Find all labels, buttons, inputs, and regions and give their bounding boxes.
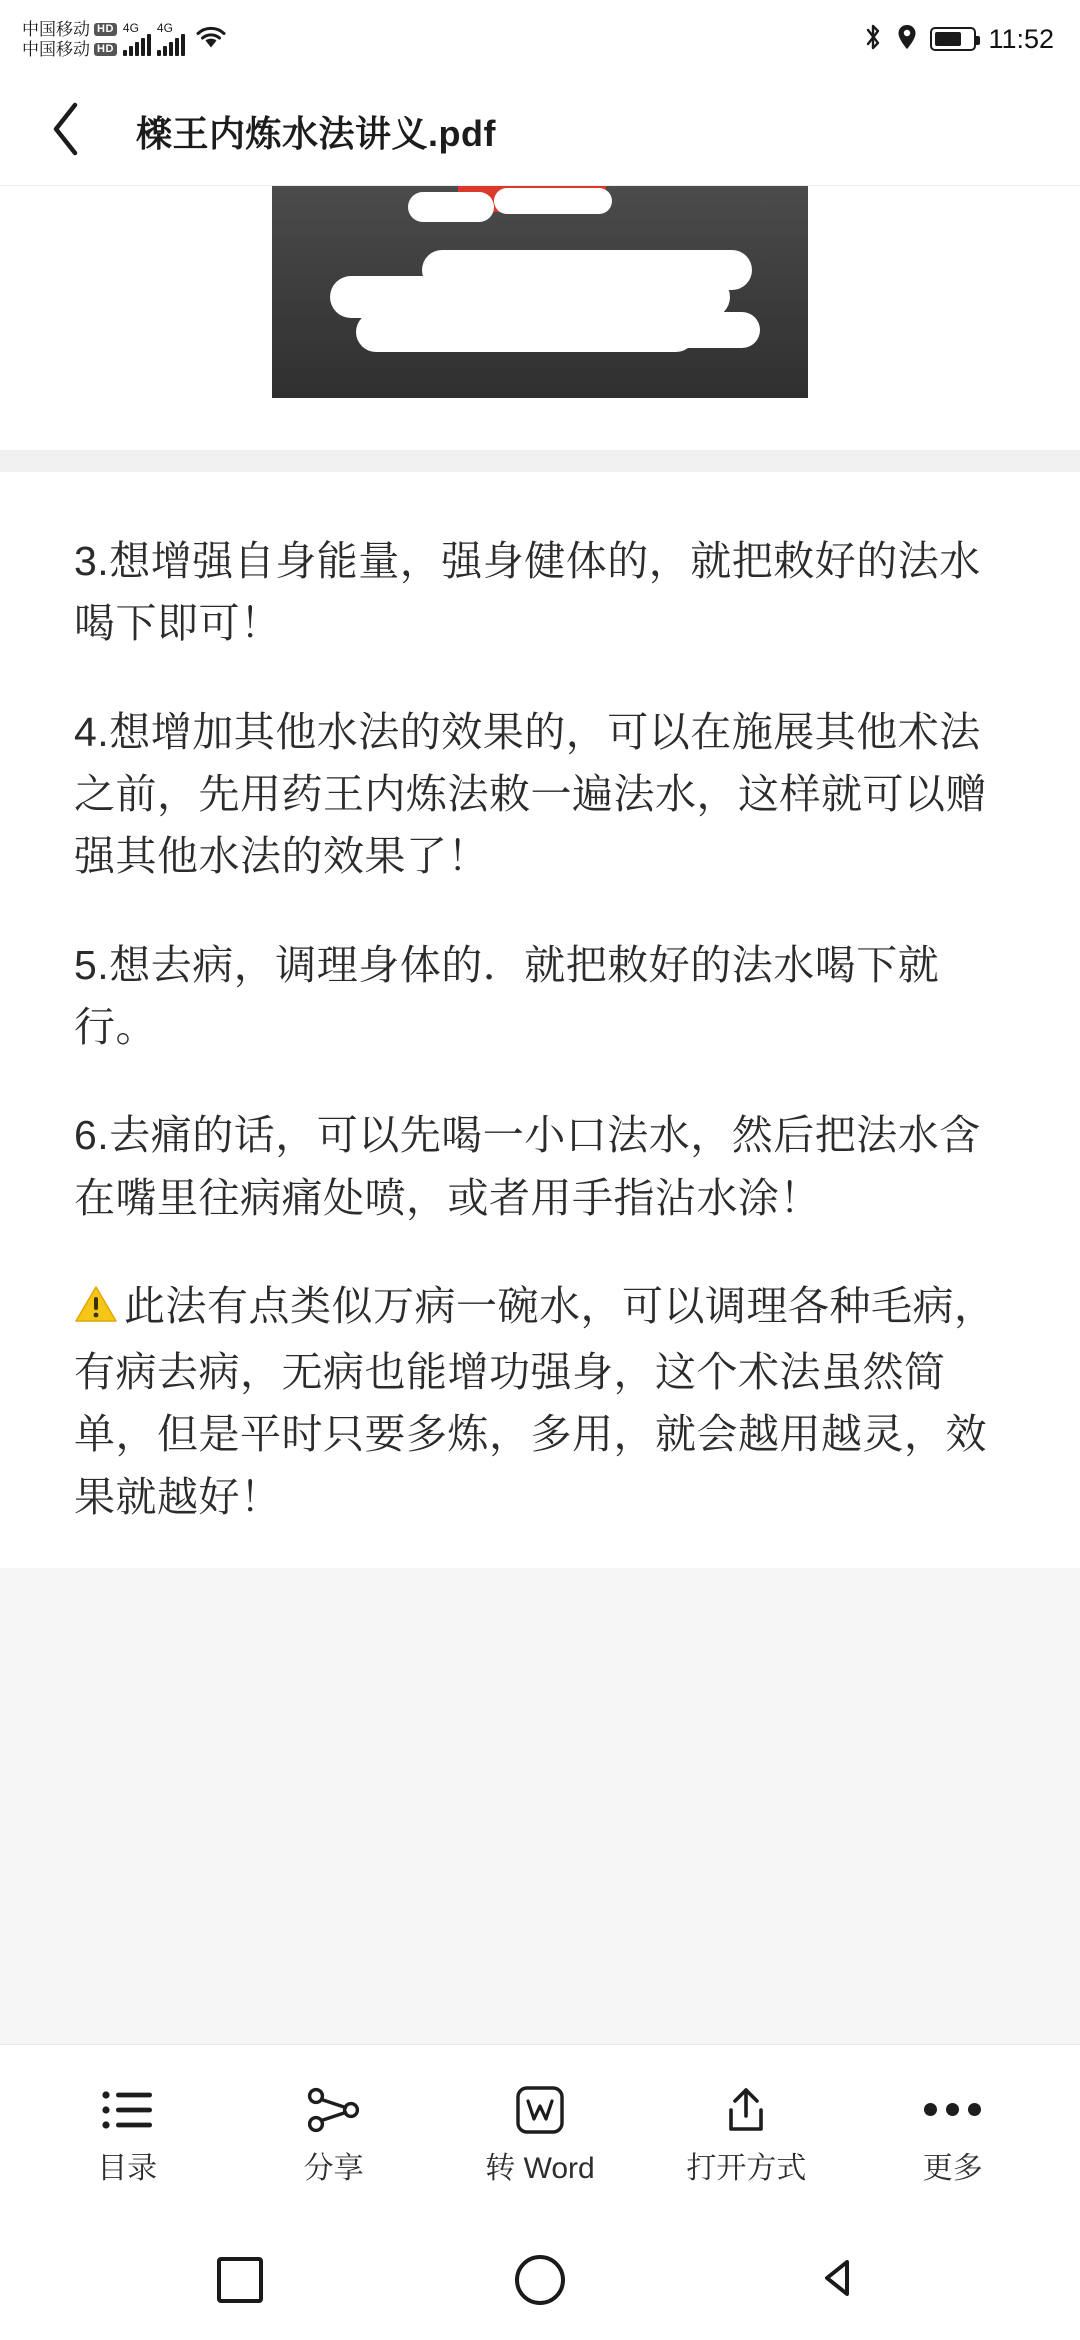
carrier-info — [22, 21, 117, 58]
signal-group-2 — [157, 22, 185, 56]
page-separator — [0, 450, 1080, 472]
system-navigation-bar — [0, 2220, 1080, 2340]
document-page-top — [0, 186, 1080, 450]
signal-bars-icon-2 — [157, 34, 185, 56]
image-redaction-mark — [494, 188, 612, 214]
hd-badge-1: HD — [94, 23, 117, 36]
image-redaction-mark — [640, 312, 760, 348]
toolbar-item-open-with[interactable] — [662, 2082, 830, 2184]
toolbar-item-contents[interactable] — [43, 2082, 211, 2184]
open-with-upload-icon — [721, 2082, 771, 2138]
document-image — [272, 186, 808, 398]
document-warning-paragraph — [74, 1275, 1006, 1528]
image-redaction-mark — [408, 192, 494, 222]
carrier-row-1 — [22, 21, 117, 38]
warning-triangle-icon — [74, 1279, 118, 1341]
document-warning-text: 此法有点类似万病一碗水，可以调理各种毛病，有病去病，无病也能增功强身，这个术法虽然简单，但是平时只要多炼，多用，就会越用越灵，效果就越好！ — [74, 1282, 996, 1520]
battery-icon — [930, 27, 976, 51]
triangle-back-icon — [818, 2256, 862, 2305]
carrier-row-2 — [22, 41, 117, 58]
status-bar-clock: 11:52 — [988, 23, 1054, 54]
toolbar-item-to-word[interactable] — [456, 2082, 624, 2184]
page-title: 檪王内炼水法讲义.pdf — [136, 113, 496, 154]
back-button[interactable] — [30, 96, 102, 168]
document-page-body — [0, 472, 1080, 1568]
nav-back-button[interactable] — [795, 2235, 885, 2325]
document-paragraph: 4.想增加其他水法的效果的，可以在施展其他术法之前，先用药王内炼法敕一遍法水，这样就可以赠强其他水法的效果了！ — [74, 708, 987, 880]
document-paragraph: 6.去痛的话，可以先喝一小口法水，然后把法水含在嘴里往病痛处喷，或者用手指沾水涂！ — [74, 1112, 981, 1221]
document-scroll-area[interactable] — [0, 186, 1080, 2044]
toolbar-label: 目录 — [97, 2151, 158, 2185]
carrier-label-1: 中国移动 — [22, 19, 90, 39]
status-bar-left — [22, 21, 227, 58]
chevron-left-icon — [49, 101, 83, 162]
list-icon — [101, 2082, 153, 2138]
signal-bars-icon — [123, 34, 151, 56]
share-icon — [306, 2082, 362, 2138]
network-type-2: 4G — [156, 21, 173, 35]
signal-group-1 — [123, 22, 151, 56]
bluetooth-icon — [862, 22, 884, 57]
toolbar-item-more[interactable] — [869, 2082, 1037, 2184]
toolbar-label: 更多 — [922, 2151, 983, 2185]
toolbar-item-share[interactable] — [250, 2082, 418, 2184]
square-icon — [217, 2257, 263, 2303]
document-paragraph: 3.想增强自身能量，强身健体的，就把敕好的法水喝下即可！ — [74, 538, 981, 647]
status-bar — [0, 0, 1080, 78]
location-icon — [896, 23, 918, 56]
circle-icon — [515, 2255, 565, 2305]
carrier-label-2: 中国移动 — [22, 39, 90, 59]
word-icon — [514, 2082, 566, 2138]
status-bar-right — [862, 22, 1054, 57]
app-bar — [0, 78, 1080, 186]
nav-recents-button[interactable] — [195, 2235, 285, 2325]
hd-badge-2: HD — [94, 43, 117, 56]
document-paragraph: 5.想去病，调理身体的．就把敕好的法水喝下就行。 — [74, 941, 940, 1050]
toolbar-label: 转 Word — [485, 2151, 595, 2185]
toolbar-label: 分享 — [303, 2151, 364, 2185]
wifi-icon — [195, 24, 227, 55]
network-type-1: 4G — [122, 21, 139, 35]
bottom-toolbar — [0, 2044, 1080, 2220]
nav-home-button[interactable] — [495, 2235, 585, 2325]
more-dots-icon — [924, 2082, 981, 2138]
toolbar-label: 打开方式 — [686, 2151, 807, 2185]
